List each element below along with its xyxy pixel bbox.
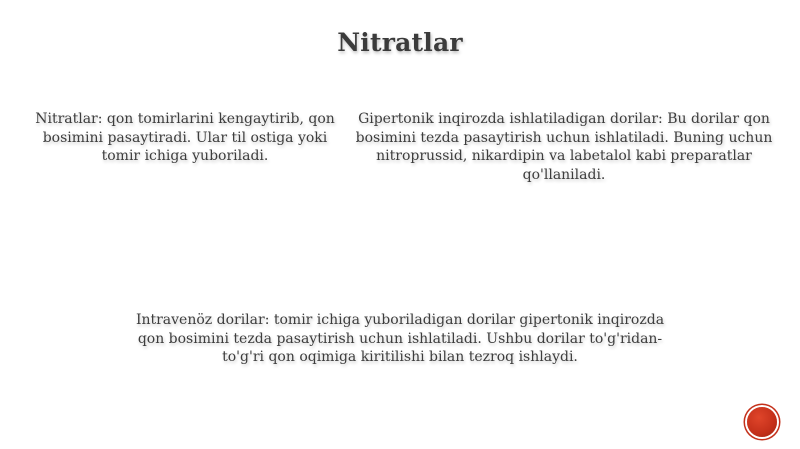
slide-nav-button[interactable] [747, 407, 777, 437]
paragraph-hypertensive-crisis-drugs: Gipertonik inqirozda ishlatiladigan dorilar: Bu dorilar qon bosimini tezda pasaytirish uchun ishlatiladi. Buning uchun nitroprussid, nikardipin va labetalol kabi preparatlar qo'llaniladi. [355, 111, 773, 183]
paragraph-nitrates: Nitratlar: qon tomirlarini kengaytirib, qon bosimini pasaytiradi. Ular til ostiga yoki tomir ichiga yuboriladi. [35, 111, 335, 164]
paragraph-intravenous-drugs: Intravenöz dorilar: tomir ichiga yuboriladigan dorilar gipertonik inqirozda qon bosimini tezda pasaytirish uchun ishlatiladi. Ushbu dorilar to'g'ridan-to'g'ri qon oqimiga kiritilishi bilan tezroq ishlaydi. [135, 312, 665, 365]
slide-title: Nitratlar [337, 28, 463, 57]
